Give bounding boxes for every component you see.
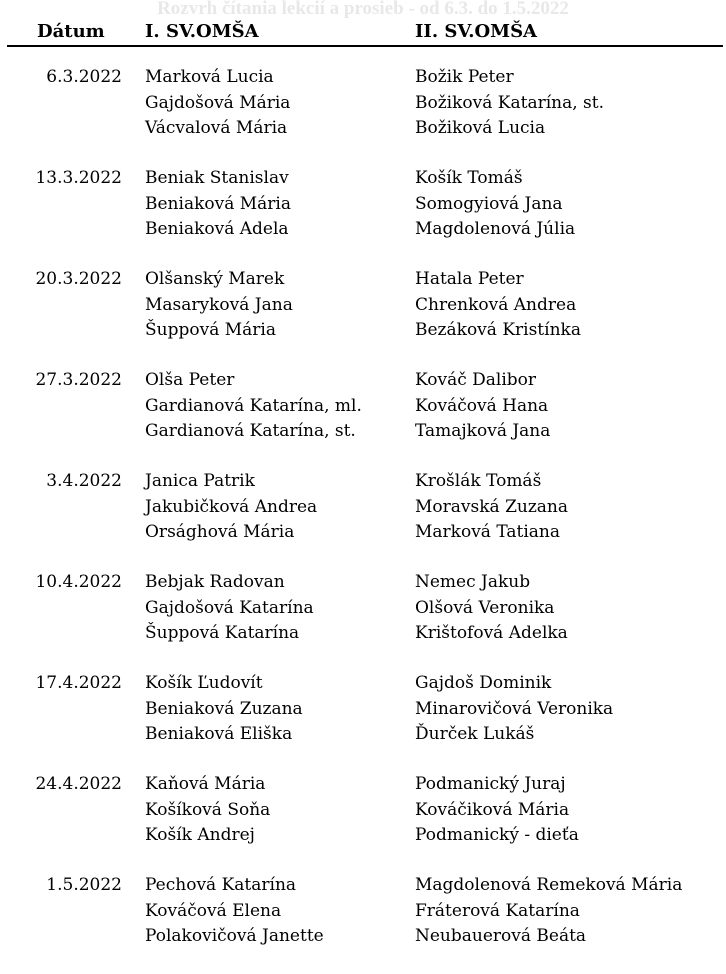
second-mass-readers: [415, 671, 613, 748]
reader-name: Kováčová Hana: [415, 395, 549, 416]
reader-name: Božiková Lucia: [415, 118, 546, 138]
reader-name: Vácvalová Mária: [145, 118, 288, 138]
reader-name: Bebjak Radovan: [145, 572, 285, 592]
schedule-list: [0, 65, 726, 974]
document-title: Rozvrh čítania lekcií a prosieb - od 6.3. do 1.5.2022: [157, 0, 569, 19]
reader-name: Gajdošová Katarína: [145, 597, 314, 618]
schedule-group: [0, 368, 726, 469]
schedule-group: [0, 671, 726, 772]
reader-name: Moravská Zuzana: [415, 496, 569, 517]
date-column-header: Dátum: [37, 21, 105, 42]
reader-name: Kováč Dalibor: [415, 370, 537, 390]
first-mass-readers: [145, 267, 293, 344]
reader-name: Gajdoš Dominik: [415, 673, 552, 693]
second-mass-readers: [415, 570, 568, 647]
reader-name: Janica Patrik: [145, 471, 255, 491]
reader-name: Šuppová Katarína: [145, 623, 300, 643]
reader-name: Olša Peter: [145, 370, 235, 390]
second-mass-readers: [415, 873, 682, 950]
reader-name: Podmanický - dieťa: [415, 825, 579, 845]
first-mass-readers: [145, 368, 362, 445]
schedule-date: 13.3.2022: [35, 168, 122, 188]
first-mass-readers: [145, 671, 303, 748]
reader-name: Bezáková Kristínka: [415, 320, 581, 340]
reader-name: Nemec Jakub: [415, 572, 531, 592]
reader-name: Krištofová Adelka: [415, 623, 568, 643]
schedule-date: 3.4.2022: [46, 471, 122, 491]
reader-name: Somogyiová Jana: [415, 193, 563, 214]
reader-name: Jakubičková Andrea: [145, 496, 318, 517]
header-divider: [7, 45, 723, 47]
second-mass-readers: [415, 65, 604, 142]
reader-name: Kováčová Elena: [145, 900, 282, 921]
reader-name: Kaňová Mária: [145, 774, 266, 794]
reader-name: Magdolenová Júlia: [415, 219, 576, 239]
reader-name: Košík Andrej: [145, 825, 255, 845]
schedule-date: 1.5.2022: [46, 875, 122, 895]
reader-name: Marková Tatiana: [415, 522, 560, 542]
schedule-group: [0, 65, 726, 166]
reader-name: Neubauerová Beáta: [415, 926, 587, 946]
reader-name: Fráterová Katarína: [415, 900, 580, 921]
table-header: [0, 21, 726, 47]
reader-name: Gajdošová Mária: [145, 92, 291, 113]
reader-name: Gardianová Katarína, ml.: [145, 395, 362, 416]
schedule-date: 6.3.2022: [46, 67, 122, 87]
reader-name: Magdolenová Remeková Mária: [415, 875, 683, 895]
second-mass-column-header: II. SV.OMŠA: [415, 21, 538, 42]
reader-name: Krošlák Tomáš: [415, 471, 542, 491]
reader-name: Košík Ľudovít: [145, 673, 263, 693]
second-mass-readers: [415, 368, 550, 445]
reader-name: Božik Peter: [415, 67, 514, 87]
first-mass-readers: [145, 65, 290, 142]
reader-name: Olšanský Marek: [145, 269, 285, 289]
second-mass-readers: [415, 267, 581, 344]
reader-name: Masaryková Jana: [145, 294, 293, 315]
reader-name: Beniaková Adela: [145, 219, 289, 239]
reader-name: Minarovičová Veronika: [415, 698, 614, 719]
first-mass-readers: [145, 469, 317, 546]
reader-name: Beniaková Zuzana: [145, 698, 303, 719]
first-mass-readers: [145, 570, 314, 647]
schedule-date: 27.3.2022: [35, 370, 122, 390]
second-mass-readers: [415, 772, 579, 849]
second-mass-readers: [415, 469, 568, 546]
reader-name: Hatala Peter: [415, 269, 524, 289]
reader-name: Šuppová Mária: [145, 320, 276, 340]
reader-name: Tamajková Jana: [415, 421, 551, 441]
schedule-date: 17.4.2022: [35, 673, 122, 693]
schedule-group: [0, 469, 726, 570]
schedule-group: [0, 166, 726, 267]
reader-name: Gardianová Katarína, st.: [145, 421, 356, 441]
reader-name: Beniaková Eliška: [145, 724, 293, 744]
first-mass-readers: [145, 166, 291, 243]
reader-name: Marková Lucia: [145, 67, 274, 87]
first-mass-column-header: I. SV.OMŠA: [145, 21, 259, 42]
reader-name: Pechová Katarína: [145, 875, 297, 895]
reader-name: Podmanický Juraj: [415, 774, 566, 794]
schedule-group: [0, 873, 726, 974]
reader-name: Olšová Veronika: [415, 597, 555, 618]
reader-name: Orsághová Mária: [145, 522, 295, 542]
first-mass-readers: [145, 772, 270, 849]
reader-name: Košíková Soňa: [145, 799, 271, 820]
reader-name: Ďurček Lukáš: [415, 724, 535, 744]
reader-name: Beniak Stanislav: [145, 168, 289, 188]
first-mass-readers: [145, 873, 324, 950]
reader-name: Chrenková Andrea: [415, 294, 577, 315]
schedule-group: [0, 772, 726, 873]
schedule-date: 24.4.2022: [35, 774, 122, 794]
schedule-date: 10.4.2022: [35, 572, 122, 592]
schedule-group: [0, 267, 726, 368]
reader-name: Kováčiková Mária: [415, 799, 570, 820]
second-mass-readers: [415, 166, 575, 243]
reader-name: Božiková Katarína, st.: [415, 92, 605, 113]
reader-name: Košík Tomáš: [415, 168, 523, 188]
schedule-date: 20.3.2022: [35, 269, 122, 289]
reader-name: Polakovičová Janette: [145, 926, 324, 946]
schedule-group: [0, 570, 726, 671]
reader-name: Beniaková Mária: [145, 193, 291, 214]
